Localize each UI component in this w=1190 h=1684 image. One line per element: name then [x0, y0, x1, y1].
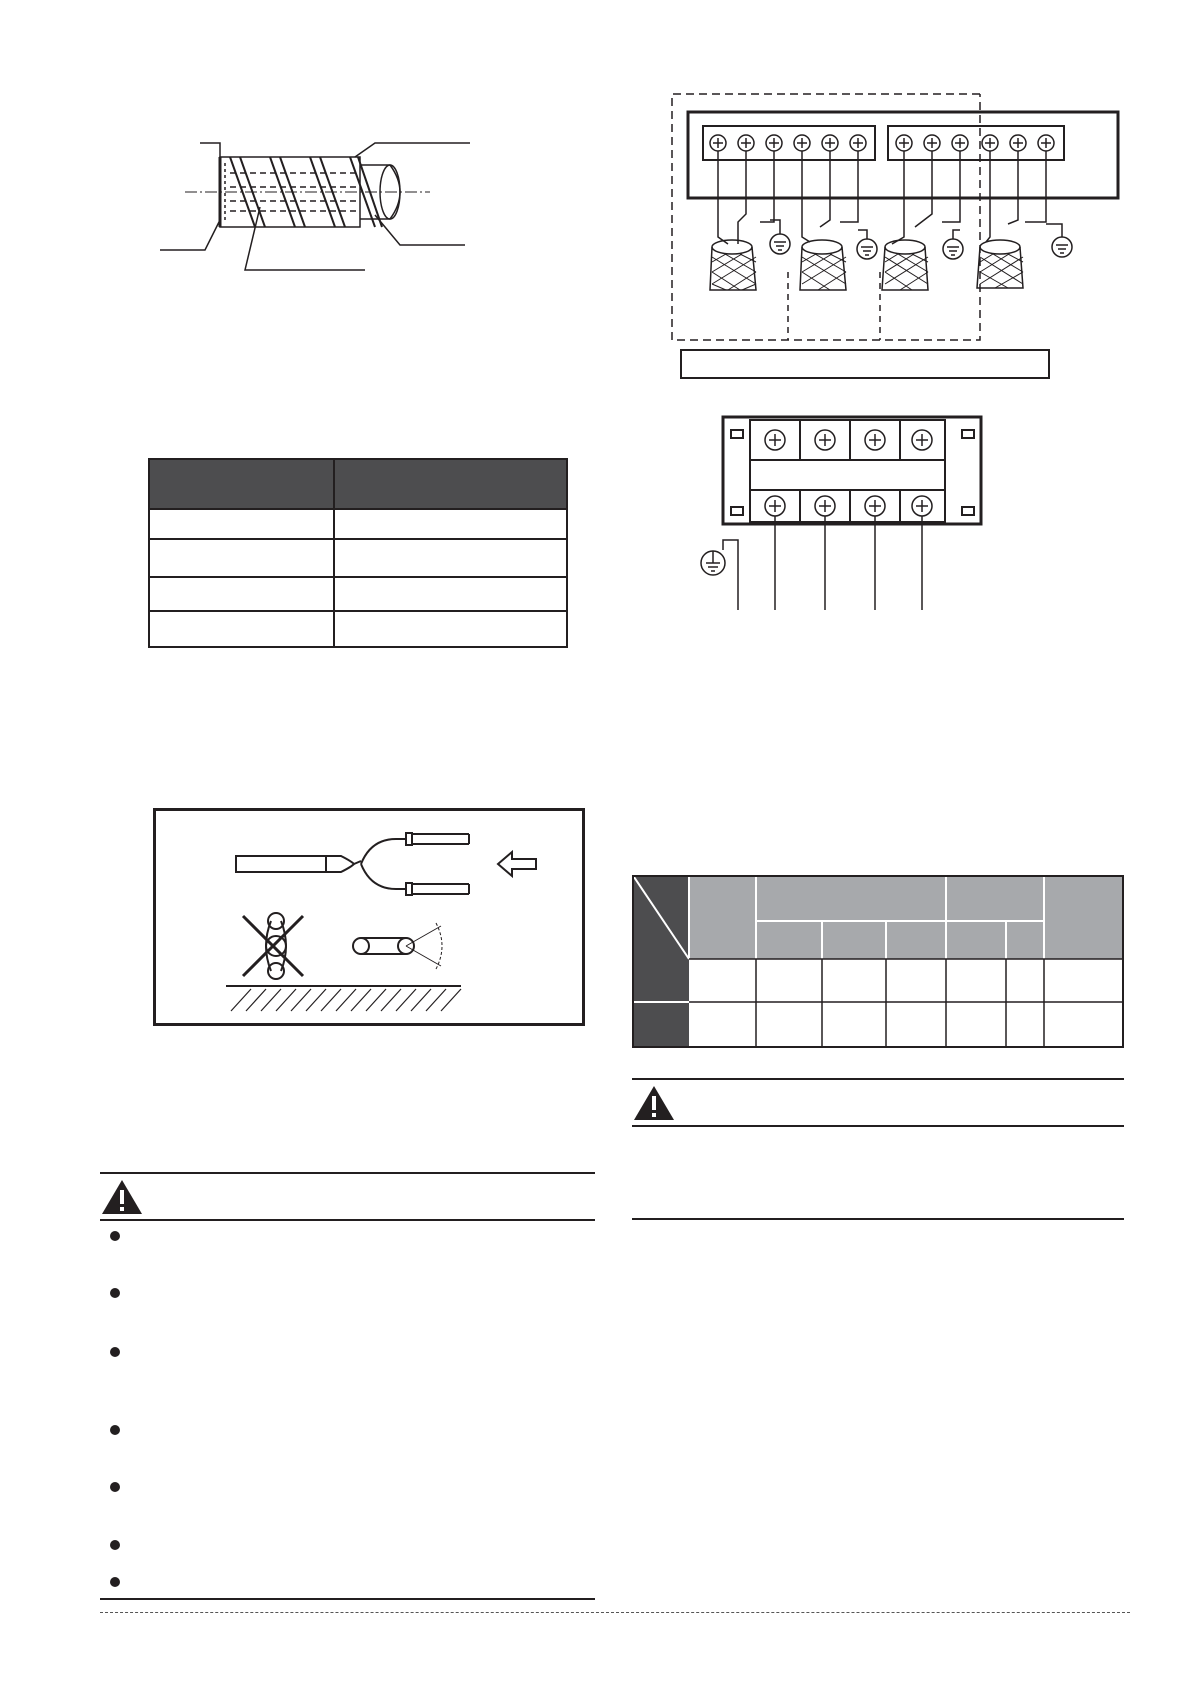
spec-table: [632, 875, 1124, 1048]
warning-triangle-icon: [100, 1178, 144, 1216]
table-cell: [149, 539, 334, 577]
table-cell: [334, 577, 567, 611]
terminal-block-figure: [690, 415, 990, 615]
table-header-cell: [334, 459, 567, 509]
terminal-block-wiring-icon: [670, 92, 1130, 382]
shielded-cable-figure: [160, 135, 505, 280]
table-header-cell: [149, 459, 334, 509]
table-cell: [149, 509, 334, 539]
warning-header-rule: [632, 1125, 1124, 1127]
bullet-point: [110, 1577, 120, 1587]
bullet-point: [110, 1540, 120, 1550]
bullet-point: [110, 1482, 120, 1492]
table-cell: [334, 611, 567, 647]
shielded-cable-icon: [160, 135, 505, 280]
table-cell: [334, 509, 567, 539]
table-cell: [334, 539, 567, 577]
arrow-left-icon: [496, 849, 541, 879]
warning-bottom-rule: [632, 1218, 1124, 1220]
terminal-block-icon: [690, 415, 990, 615]
spec-table-grid: [634, 877, 1122, 1046]
cross-out-icon: [238, 911, 308, 981]
bullet-point: [110, 1347, 120, 1357]
warning-header-rule: [100, 1219, 595, 1221]
warning-bottom-rule: [100, 1598, 595, 1600]
warning-top-rule: [100, 1172, 595, 1174]
pipe-bending-icon: [156, 811, 582, 1023]
warning-top-rule: [632, 1078, 1124, 1080]
bullet-point: [110, 1425, 120, 1435]
table-cell: [149, 577, 334, 611]
table-cell: [149, 611, 334, 647]
pipe-bending-figure: [153, 808, 585, 1026]
warning-triangle-icon: [632, 1084, 676, 1122]
cable-spec-table: [148, 458, 568, 648]
bullet-point: [110, 1288, 120, 1298]
outdoor-wiring-figure: [670, 92, 1130, 382]
footer-divider: [100, 1612, 1130, 1613]
bullet-point: [110, 1231, 120, 1241]
